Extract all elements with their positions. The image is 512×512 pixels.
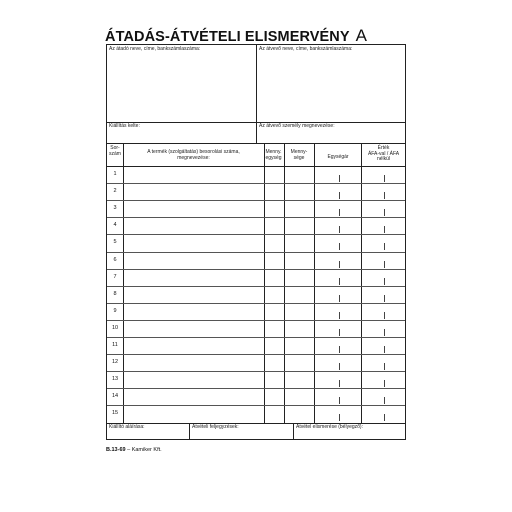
col-line-serial <box>123 143 124 423</box>
receipt-ack-label: Átvétel elismerése (bélyegző): <box>296 424 363 430</box>
value-decimal-tick <box>384 397 385 404</box>
price-decimal-tick <box>339 295 340 302</box>
row-number: 7 <box>113 273 117 280</box>
row-number: 13 <box>111 376 119 383</box>
row-line <box>107 200 405 201</box>
row-line <box>107 405 405 406</box>
value-decimal-tick <box>384 226 385 233</box>
row-line <box>107 217 405 218</box>
value-decimal-tick <box>384 329 385 336</box>
publisher: – Kamiker Kft. <box>127 447 162 453</box>
section-line-1 <box>107 122 405 123</box>
row-line <box>107 234 405 235</box>
row-number: 3 <box>113 205 117 212</box>
value-decimal-tick <box>384 175 385 182</box>
row-line <box>107 269 405 270</box>
row-number: 1 <box>113 171 117 177</box>
price-decimal-tick <box>339 329 340 336</box>
price-decimal-tick <box>339 226 340 233</box>
row-number: 10 <box>111 324 119 331</box>
value-decimal-tick <box>384 295 385 302</box>
price-decimal-tick <box>339 363 340 370</box>
value-decimal-tick <box>384 243 385 250</box>
receipt-form <box>106 44 406 440</box>
row-number: 8 <box>113 290 117 297</box>
col-line-unit <box>284 143 285 423</box>
col-line-product <box>264 143 265 423</box>
form-title-text: ÁTADÁS-ÁTVÉTELI ELISMERVÉNY <box>105 29 350 45</box>
value-decimal-tick <box>384 414 385 421</box>
price-decimal-tick <box>339 278 340 285</box>
form-footer <box>106 447 162 453</box>
issuer-signature-label: Kiállító aláírása: <box>109 424 145 430</box>
value-decimal-tick <box>384 209 385 216</box>
row-line <box>107 371 405 372</box>
form-title <box>105 26 367 46</box>
row-number: 11 <box>112 342 118 348</box>
price-decimal-tick <box>339 397 340 404</box>
col-line-quantity <box>314 143 315 423</box>
bottom-divider-2 <box>293 423 294 439</box>
header-product: A termék (szolgáltatás) besorolási száma, megnevezése: <box>147 149 240 161</box>
row-number: 2 <box>113 188 117 195</box>
issue-date-label: Kiállítás kelte: <box>109 123 140 129</box>
row-line <box>107 320 405 321</box>
price-decimal-tick <box>339 414 340 421</box>
header-serial: Sor- szám <box>109 145 121 157</box>
row-line <box>107 337 405 338</box>
price-decimal-tick <box>339 346 340 353</box>
price-decimal-tick <box>339 209 340 216</box>
price-decimal-tick <box>339 192 340 199</box>
price-decimal-tick <box>339 312 340 319</box>
value-decimal-tick <box>384 278 385 285</box>
header-quantity: Menny- sége <box>290 149 308 161</box>
value-decimal-tick <box>384 192 385 199</box>
header-unit-price: Egységár <box>327 154 349 160</box>
row-number: 15 <box>111 410 119 417</box>
header-unit: Menny. egység <box>265 149 282 161</box>
row-line <box>107 388 405 389</box>
row-line <box>107 252 405 253</box>
receiver-person-label: Az átvevő személy megnevezése: <box>259 123 335 129</box>
row-line <box>107 354 405 355</box>
value-decimal-tick <box>384 380 385 387</box>
form-variant-letter: A <box>355 26 368 45</box>
price-decimal-tick <box>339 380 340 387</box>
value-decimal-tick <box>384 312 385 319</box>
receipt-notes-label: Átvételi feljegyzések: <box>192 424 239 430</box>
value-decimal-tick <box>384 346 385 353</box>
row-line <box>107 303 405 304</box>
sender-label: Az átadó neve, címe, bankszámlaszáma: <box>109 46 201 52</box>
form-code: B.13-69 <box>106 447 126 453</box>
row-number: 9 <box>113 307 117 314</box>
bottom-divider-1 <box>189 423 190 439</box>
row-line <box>107 286 405 287</box>
value-decimal-tick <box>384 363 385 370</box>
price-decimal-tick <box>339 261 340 268</box>
receiver-label: Az átvevő neve, címe, bankszámlaszáma: <box>259 46 353 52</box>
top-divider <box>256 45 257 143</box>
row-line <box>107 183 405 184</box>
row-number: 4 <box>113 222 117 229</box>
row-number: 14 <box>111 393 119 400</box>
row-number: 12 <box>111 359 119 366</box>
price-decimal-tick <box>339 175 340 182</box>
col-line-price <box>361 143 362 423</box>
header-value: Érték ÁFA-val / ÁFA nélkül <box>367 145 400 163</box>
price-decimal-tick <box>339 243 340 250</box>
row-number: 5 <box>113 239 117 246</box>
row-number: 6 <box>113 256 117 263</box>
value-decimal-tick <box>384 261 385 268</box>
